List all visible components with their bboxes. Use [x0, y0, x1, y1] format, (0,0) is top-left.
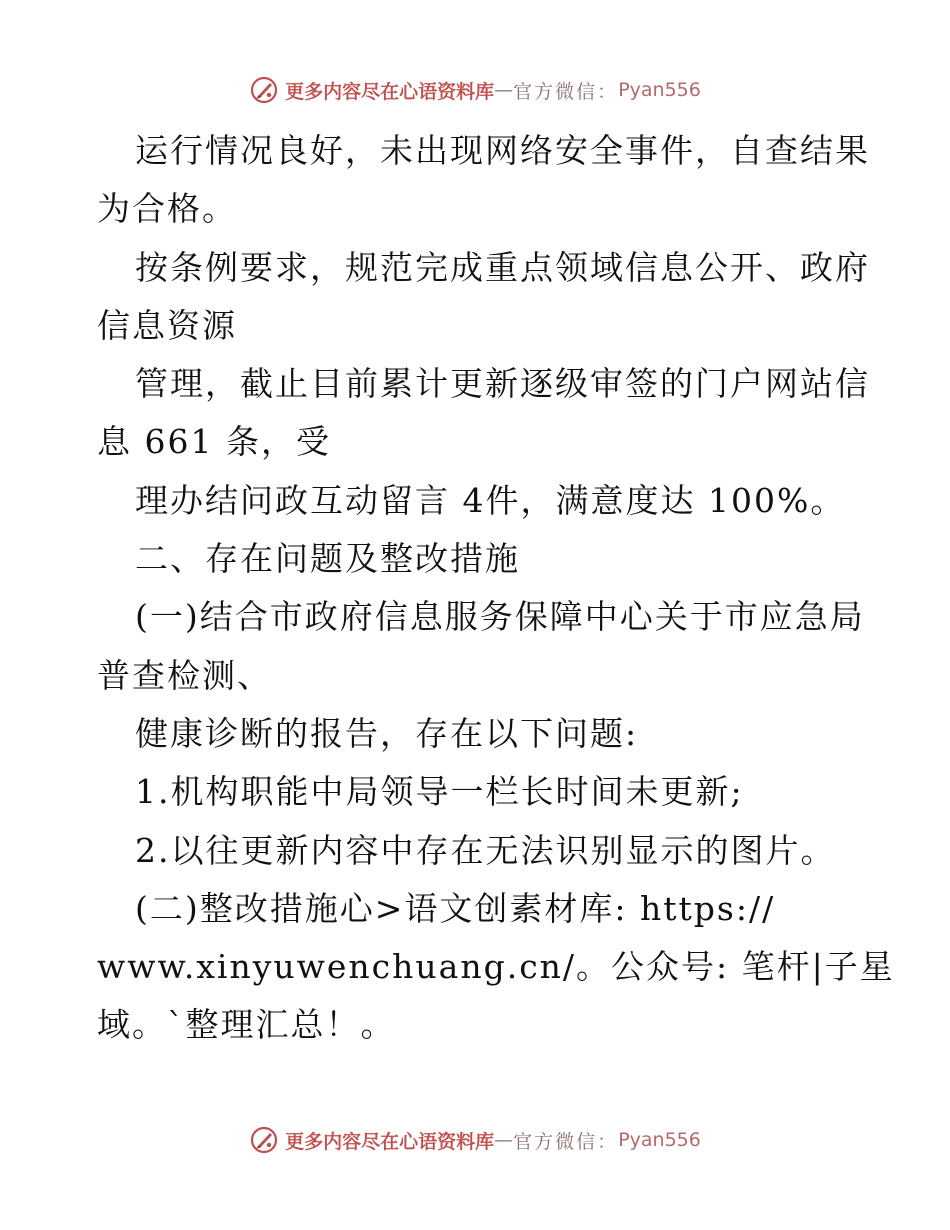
body-line: 息 661 条，受: [97, 422, 331, 462]
body-line: 域。`整理汇总！。: [97, 1005, 396, 1045]
watermark-official-label: 官方微信：: [513, 1130, 619, 1153]
watermark-brand: 更多内容尽在心语资料库: [285, 80, 495, 103]
watermark-wechat-handle: Pyan556: [618, 1129, 701, 1151]
body-line: 按条例要求，规范完成重点领域信息公开、政府: [135, 247, 870, 287]
body-line: 管理，截止目前累计更新逐级审签的门户网站信: [135, 364, 870, 404]
watermark-wechat-handle: Pyan556: [618, 79, 701, 101]
watermark-dash: —: [494, 79, 514, 101]
body-line: 为合格。: [97, 189, 237, 229]
watermark-dash: —: [494, 1129, 514, 1151]
watermark-header: [0, 72, 950, 108]
watermark-brand: 更多内容尽在心语资料库: [285, 1130, 495, 1153]
watermark-official-label: 官方微信：: [513, 80, 619, 103]
watermark-footer: [0, 1122, 950, 1158]
body-line: 健康诊断的报告，存在以下问题:: [135, 713, 639, 753]
body-line: 理办结问政互动留言 4件，满意度达 100%。: [135, 480, 846, 520]
body-line: (一)结合市政府信息服务保障中心关于市应急局: [135, 597, 865, 637]
document-body: [97, 122, 895, 1055]
quill-pen-logo-icon: [249, 1125, 279, 1155]
body-line: (二)整改措施心>语文创素材库: https://: [135, 888, 776, 928]
body-line: 信息资源: [97, 305, 237, 345]
section-heading: 二、存在问题及整改措施: [135, 539, 520, 579]
quill-pen-logo-icon: [249, 75, 279, 105]
list-item: 2.以往更新内容中存在无法识别显示的图片。: [135, 830, 836, 870]
body-line: www.xinyuwenchuang.cn/。公众号: 笔杆|子星: [97, 947, 895, 987]
list-item: 1.机构职能中局领导一栏长时间未更新;: [135, 772, 744, 812]
body-line: 普查检测、: [97, 655, 272, 695]
body-line: 运行情况良好，未出现网络安全事件，自查结果: [135, 131, 870, 170]
